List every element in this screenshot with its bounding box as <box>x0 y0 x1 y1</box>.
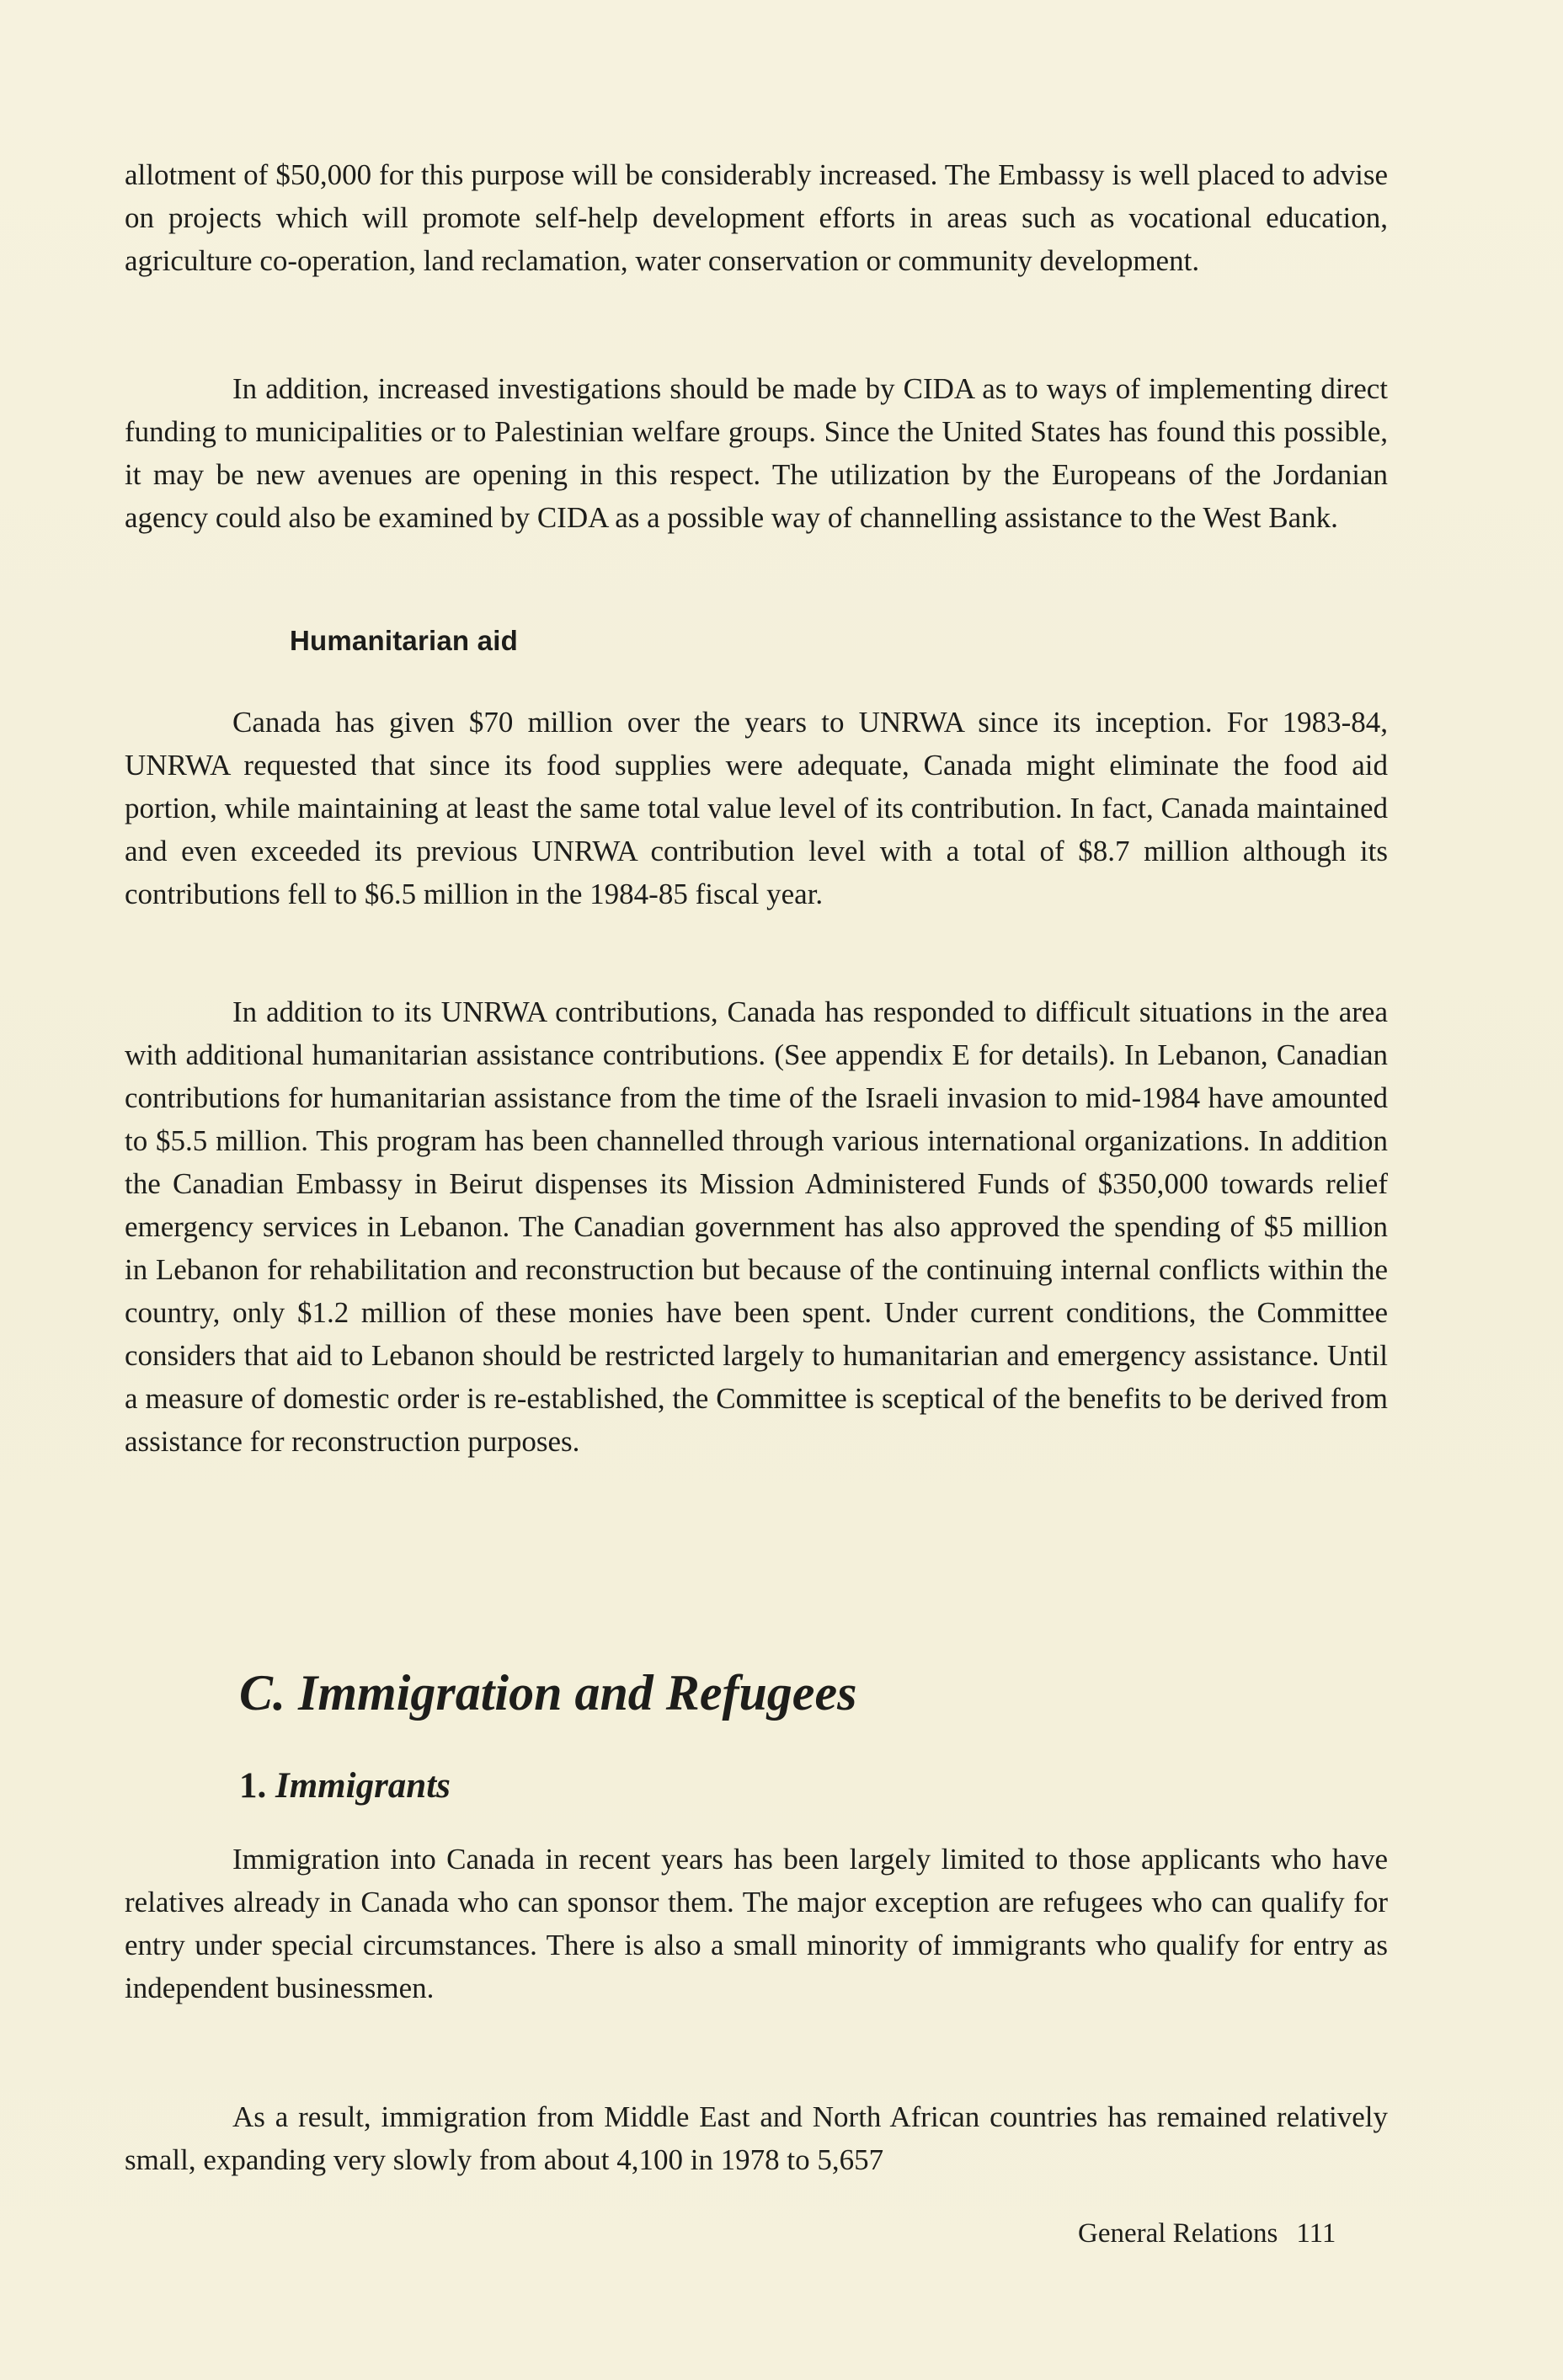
running-title: General Relations <box>1078 2218 1278 2249</box>
paragraph-cida-investigations: In addition, increased investigations should be made by CIDA as to ways of implementing direct funding to municipalities or to Palestinian welfare groups. Since the United States has found this possible, it may be new avenues are opening in this respect. The utilization by the Europeans of the Jordanian agency could also be examined by CIDA as a possible way of channelling assistance to the West Bank. <box>125 372 1388 534</box>
heading-section-c-immigration-refugees: C. Immigration and Refugees <box>239 1665 857 1721</box>
paragraph-immigration-statistics: As a result, immigration from Middle East and North African countries has remained relatively small, expanding very slowly from about 4,100 in 1978 to 5,657 <box>125 2100 1388 2176</box>
paragraph-unrwa-contributions: Canada has given $70 million over the years to UNRWA since its inception. For 1983-84, UNRWA requested that since its food supplies were adequate, Canada might eliminate the food aid portion, while maintaining at least the same total value level of its contribution. In fact, Canada maintained and even exceeded its previous UNRWA contribution level with a total of $8.7 million although its contributions fell to $6.5 million in the 1984-85 fiscal year. <box>125 706 1388 910</box>
page-footer <box>1078 2218 1336 2249</box>
subsection-title: Immigrants <box>275 1766 451 1806</box>
heading-humanitarian-aid: Humanitarian aid <box>290 625 518 656</box>
heading-immigrants <box>239 1765 451 1806</box>
page-number: 111 <box>1296 2218 1336 2249</box>
paragraph-embassy-allotment: allotment of $50,000 for this purpose will be considerably increased. The Embassy is well placed to advise on projects which will promote self-help development efforts in areas such as vocational education, agriculture co-operation, land reclamation, water conservation or community development. <box>125 158 1388 277</box>
paragraph-lebanon-assistance: In addition to its UNRWA contributions, Canada has responded to difficult situations in the area with additional humanitarian assistance contributions. (See appendix E for details). In Lebanon, Canadian contributions for humanitarian assistance from the time of the Israeli invasion to mid-1984 have amounted to $5.5 million. This program has been channelled through various international organizations. In addition the Canadian Embassy in Beirut dispenses its Mission Administered Funds of $350,000 towards relief emergency services in Lebanon. The Canadian government has also approved the spending of $5 million in Lebanon for rehabilitation and reconstruction but because of the continuing internal conflicts within the country, only $1.2 million of these monies have been spent. Under current conditions, the Committee considers that aid to Lebanon should be restricted largely to humanitarian and emergency assistance. Until a measure of domestic order is re-established, the Committee is sceptical of the benefits to be derived from assistance for reconstruction purposes. <box>125 995 1388 1458</box>
paragraph-immigration-policy: Immigration into Canada in recent years has been largely limited to those applicants who have relatives already in Canada who can sponsor them. The major exception are refugees who can qualify for entry under special circumstances. There is also a small minority of immigrants who qualify for entry as independent businessmen. <box>125 1843 1388 2004</box>
subsection-number: 1. <box>239 1766 267 1806</box>
